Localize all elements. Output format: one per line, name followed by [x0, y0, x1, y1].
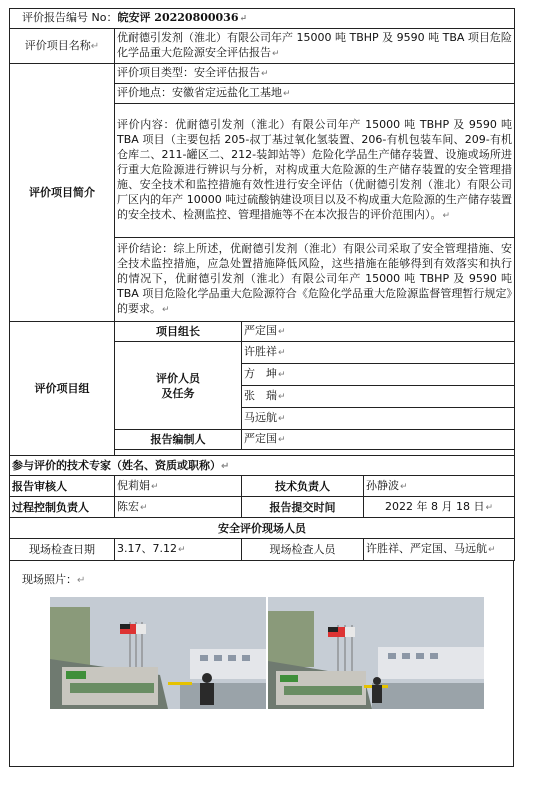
reviewer-value: 倪莉娟 ↵: [115, 476, 242, 497]
site-photos-section: [9, 561, 514, 767]
process-control-label: 过程控制负责人: [10, 497, 115, 518]
project-location: 评价地点：安徽省定远盐化工基地 ↵: [115, 84, 515, 104]
onsite-date-label: 现场检查日期: [10, 539, 115, 561]
report-editor-value: 严定国 ↵: [242, 430, 515, 450]
report-editor-label: 报告编制人: [115, 430, 242, 450]
project-name-value: 优耐德引发剂（淮北）有限公司年产 15000 吨 TBHP 及 9590 吨 TBA 项目危险化学品重大危险源安全评估报告 ↵: [115, 29, 515, 64]
onsite-staff-value: 许胜祥、严定国、马远航 ↵: [364, 539, 515, 561]
team-leader-value: 严定国 ↵: [242, 322, 515, 342]
onsite-date-value: 3.17、7.12 ↵: [115, 539, 242, 561]
team-member-row: 许胜祥 ↵: [242, 342, 515, 364]
onsite-staff-label: 现场检查人员: [242, 539, 364, 561]
site-photo-right: [268, 597, 484, 709]
factory-gate-photo-right: [268, 597, 484, 709]
team-leader-label: 项目组长: [115, 322, 242, 342]
project-brief-label: 评价项目简介: [10, 64, 115, 322]
technical-lead-value: 孙静波 ↵: [364, 476, 515, 497]
process-control-value: 陈宏 ↵: [115, 497, 242, 518]
project-content: 评价内容：优耐德引发剂（淮北）有限公司年产 15000 吨 TBHP 及 9590 吨 TBA 项目（主要包括 205-叔丁基过氧化氢装置、206-有机包装车间、209-有机仓库二、211-罐区二、212-装卸站等）危险化学品生产储存装置、设施或场所进行重大危险源进行辨识与分析，对构成重大危险源的生产储存装置的安全管理措施、安全技术和监控措施有效性进行安全评估（优耐德引发剂（淮北）有限公司厂区内的年产 10000 吨过硫酸钠建设项目以及不构成重大危险源的生产储存装置的安全技术、检测监控、管理措施等不在本次报告的评价范围内）。 ↵: [115, 104, 515, 238]
submit-date-label: 报告提交时间: [242, 497, 364, 518]
team-member-row: 方 坤 ↵: [242, 364, 515, 386]
report-number-value: 皖安评 20220800036 ↵: [117, 11, 247, 24]
submit-date-value: 2022 年 8 月 18 日 ↵: [364, 497, 515, 518]
onsite-personnel-title: 安全评价现场人员: [10, 518, 515, 539]
team-member-row: 马远航 ↵: [242, 408, 515, 430]
site-photos-label: 现场照片：↵: [22, 573, 86, 586]
report-page: [9, 8, 514, 767]
reviewer-label: 报告审核人: [10, 476, 115, 497]
evaluation-info-table: [9, 8, 515, 561]
project-type: 评价项目类型：安全评估报告 ↵: [115, 64, 515, 84]
factory-gate-photo-left: [50, 597, 266, 709]
team-label: 评价项目组: [10, 322, 115, 456]
project-conclusion: 评价结论：综上所述，优耐德引发剂（淮北）有限公司采取了安全管理措施、安全技术监控措施，应急处置措施降低风险，这些措施在能够得到有效落实和执行的情况下，优耐德引发剂（淮北）有限公司年产 15000 吨 TBHP 及 9590 吨 TBA 项目危险化学品重大危险源符合《危险化学品重大危险源监督管理暂行规定》的要求。 ↵: [115, 238, 515, 322]
report-number-label: 评价报告编号 No：: [22, 11, 118, 24]
team-members-label: 评价人员 及任务: [115, 342, 242, 430]
site-photo-left: [50, 597, 266, 709]
technical-experts-row: 参与评价的技术专家（姓名、资质或职称）↵: [10, 456, 515, 476]
project-name-label: 评价项目名称↵: [10, 29, 115, 64]
team-member-row: 张 瑞 ↵: [242, 386, 515, 408]
technical-lead-label: 技术负责人: [242, 476, 364, 497]
report-number-row: [10, 9, 515, 29]
